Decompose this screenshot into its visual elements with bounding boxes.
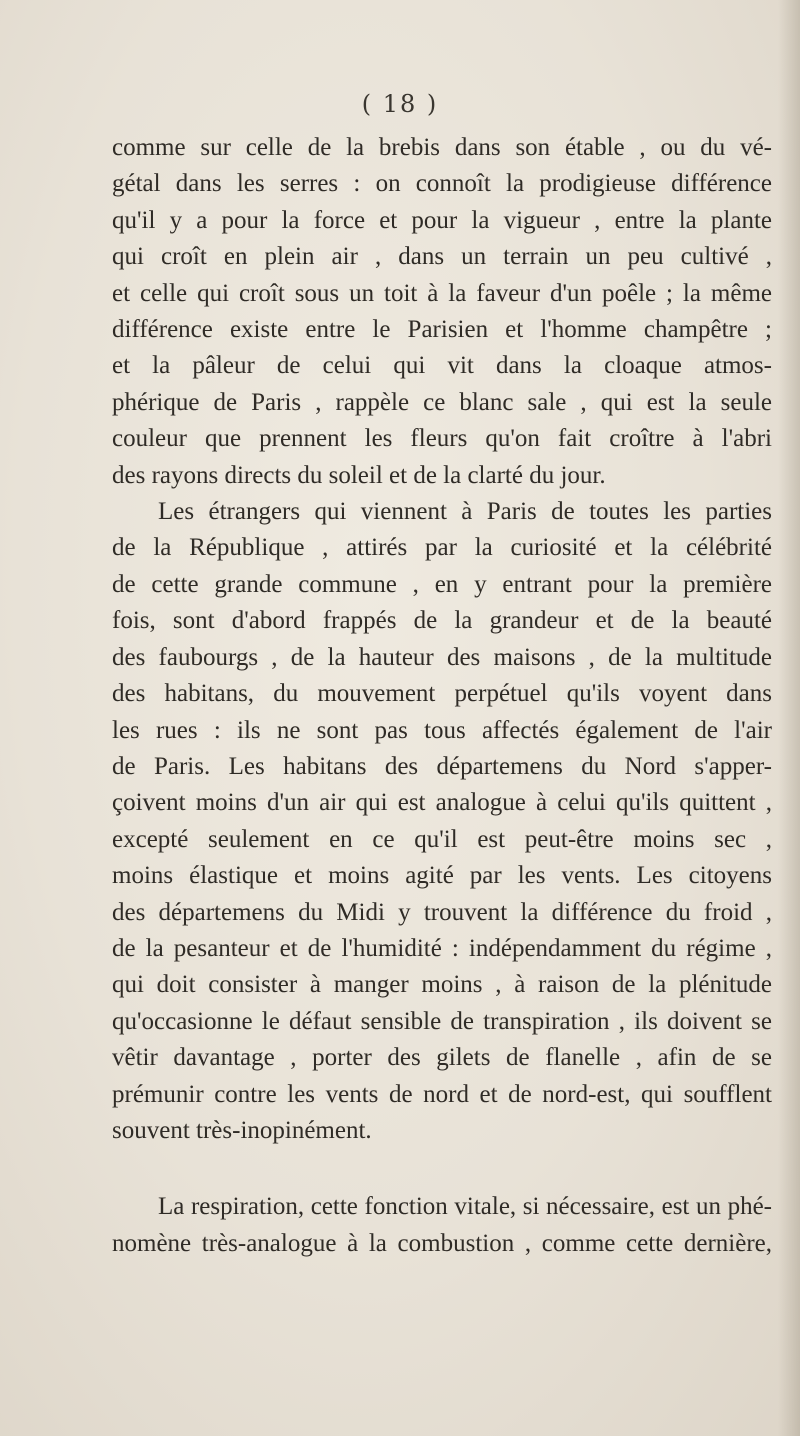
- text-line: Les étrangers qui viennent à Paris de toutes les parties: [158, 498, 772, 526]
- text-line: La respiration, cette fonction vitale, si nécessaire, est un phé-: [158, 1193, 772, 1221]
- paragraph-2: [112, 494, 772, 1149]
- text-line: souvent très-inopinément.: [112, 1116, 372, 1144]
- text-line: de la pesanteur et de l'humidité : indépendamment du régime ,: [112, 934, 772, 962]
- paragraph-1: [112, 130, 772, 494]
- body-text: [112, 130, 772, 1262]
- text-line: et celle qui croît sous un toit à la faveur d'un poêle ; la même: [112, 279, 772, 307]
- text-line: de cette grande commune , en y entrant pour la première: [112, 570, 772, 598]
- text-line: moins élastique et moins agité par les vents. Les citoyens: [112, 862, 772, 890]
- paragraph-gap: [112, 1149, 772, 1189]
- text-line: de la République , attirés par la curiosité et la célébrité: [112, 534, 772, 562]
- text-line: prémunir contre les vents de nord et de nord-est, qui soufflent: [112, 1080, 772, 1108]
- text-line: des habitans, du mouvement perpétuel qu'ils voyent dans: [112, 680, 772, 708]
- text-line: çoivent moins d'un air qui est analogue à celui qu'ils quittent ,: [112, 789, 772, 817]
- text-line: excepté seulement en ce qu'il est peut-être moins sec ,: [112, 825, 772, 853]
- text-line: des rayons directs du soleil et de la clarté du jour.: [112, 461, 606, 489]
- text-line: les rues : ils ne sont pas tous affectés également de l'air: [112, 716, 772, 744]
- text-line: couleur que prennent les fleurs qu'on fait croître à l'abri: [112, 425, 772, 453]
- page-edge-shadow: [778, 0, 800, 1436]
- page-number: ( 18 ): [361, 90, 439, 118]
- text-line: qui doit consister à manger moins , à raison de la plénitude: [112, 971, 772, 999]
- text-line: qu'occasionne le défaut sensible de transpiration , ils doivent se: [112, 1007, 772, 1035]
- text-line: fois, sont d'abord frappés de la grandeur et de la beauté: [112, 607, 772, 635]
- text-line: qu'il y a pour la force et pour la vigueur , entre la plante: [112, 206, 772, 234]
- text-line: gétal dans les serres : on connoît la prodigieuse différence: [112, 170, 772, 198]
- text-line: comme sur celle de la brebis dans son étable , ou du vé-: [112, 134, 772, 161]
- text-line: et la pâleur de celui qui vit dans la cloaque atmos-: [112, 352, 772, 380]
- text-line: différence existe entre le Parisien et l'homme champêtre ;: [112, 316, 772, 344]
- text-line: de Paris. Les habitans des départemens du Nord s'apper-: [112, 752, 772, 780]
- text-line: des départemens du Midi y trouvent la différence du froid ,: [112, 898, 772, 926]
- text-line: vêtir davantage , porter des gilets de flanelle , afin de se: [112, 1044, 772, 1072]
- text-line: nomène très-analogue à la combustion , comme cette dernière,: [112, 1229, 772, 1257]
- text-line: des faubourgs , de la hauteur des maisons , de la multitude: [112, 643, 772, 671]
- text-line: qui croît en plein air , dans un terrain un peu cultivé ,: [112, 243, 772, 271]
- text-line: phérique de Paris , rappèle ce blanc sale , qui est la seule: [112, 388, 772, 416]
- paragraph-3: [112, 1189, 772, 1262]
